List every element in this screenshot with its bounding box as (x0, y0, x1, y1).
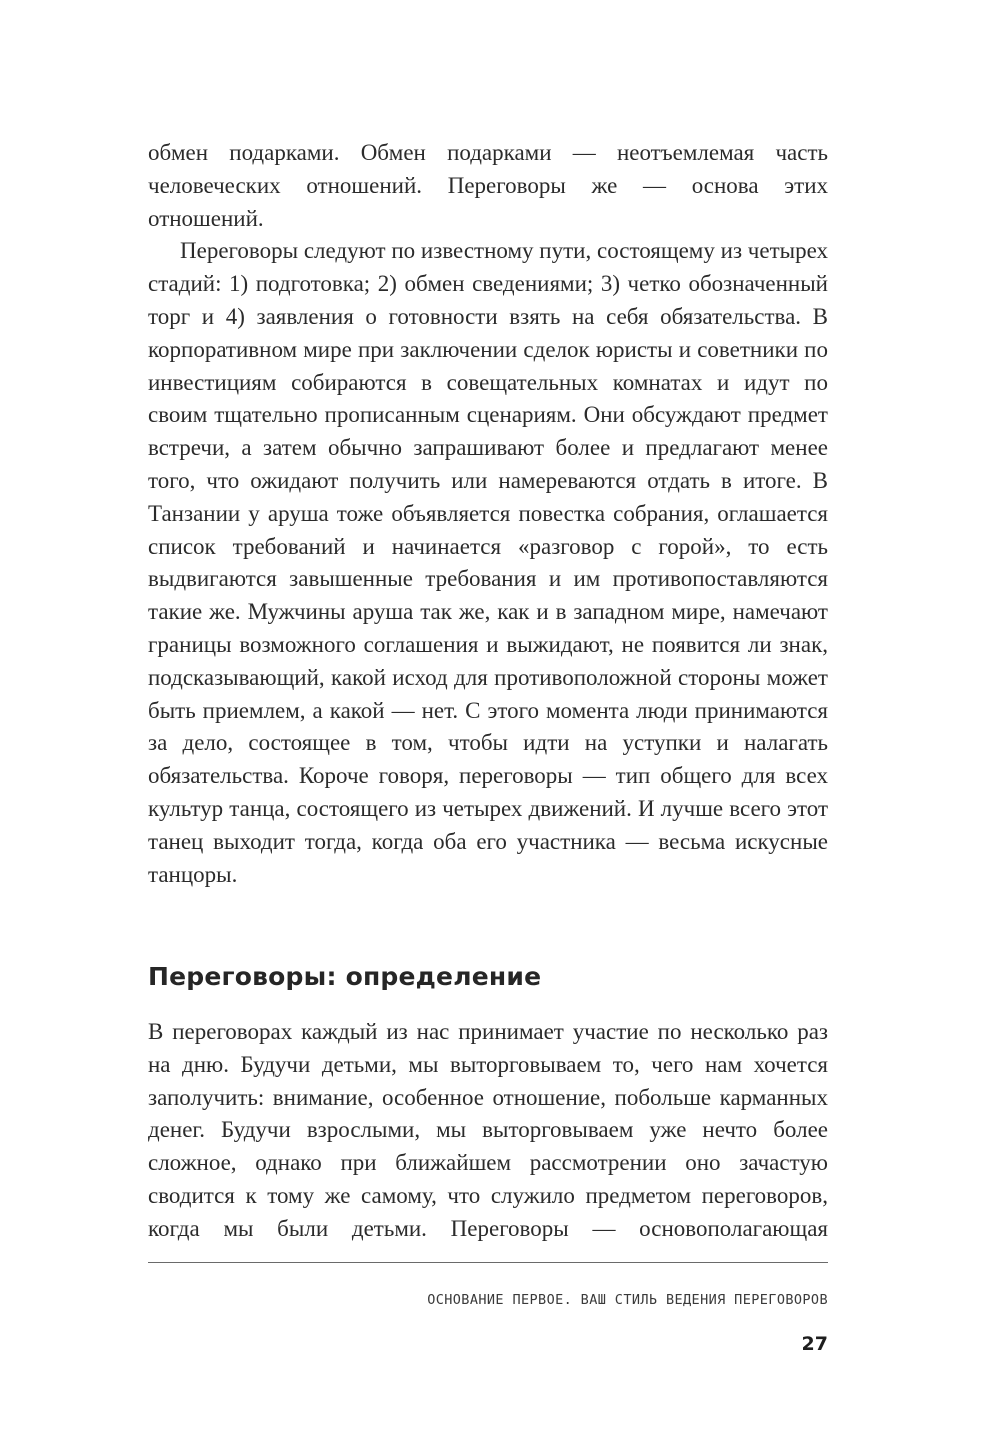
paragraph-definition: В переговорах каждый из нас принимает участие по несколько раз на дню. Будучи детьми, мы выторговываем то, чего нам хочется заполучить: внимание, особенное отношение, побольше карманных денег. Будучи взрослыми, мы выторговываем уже нечто более сложное, однако при ближайшем рассмотрении оно зачастую сводится к тому же самому, что служило предметом переговоров, когда мы были детьми. Переговоры — основополагающая (148, 1019, 828, 1241)
footer-divider (148, 1262, 828, 1263)
section-heading: Переговоры: определение (148, 962, 542, 991)
body-text-bottom (148, 1016, 828, 1246)
paragraph-continuation: обмен подарками. Обмен подарками — неотъемлемая часть человеческих отношений. Переговоры же — основа этих отношений. (148, 140, 828, 231)
paragraph-negotiation-stages: Переговоры следуют по известному пути, состоящему из четырех стадий: 1) подготовка; 2) обмен сведениями; 3) четко обозначенный торг и 4) заявления о готовности взять на себя обязательства. В корпоративном мире при заключении сделок юристы и советники по инвестициям собираются в совещательных комнатах и идут по своим тщательно прописанным сценариям. Они обсуждают предмет встречи, а затем обычно запрашивают более и предлагают менее того, что ожидают получить или намереваются отдать в итоге. В Танзании у аруша тоже объявляется повестка собрания, оглашается список требований и начинается «разговор с горой», то есть выдвигаются завышенные требования и им противопоставляются такие же. Мужчины аруша так же, как и в западном мире, намечают границы возможного соглашения и выжидают, не появится ли знак, подсказывающий, какой исход для противоположной стороны может быть приемлем, а какой — нет. С этого момента люди принимаются за дело, состоящее в том, чтобы идти на уступки и налагать обязательства. Короче говоря, переговоры — тип общего для всех культур танца, состоящего из четырех движений. И лучше всего этот танец выходит тогда, когда оба его участника — весьма искусные танцоры. (148, 238, 828, 887)
body-text-top (148, 137, 828, 891)
running-footer: ОСНОВАНИЕ ПЕРВОЕ. ВАШ СТИЛЬ ВЕДЕНИЯ ПЕРЕГОВОРОВ (427, 1292, 828, 1308)
page-number: 27 (801, 1333, 828, 1355)
